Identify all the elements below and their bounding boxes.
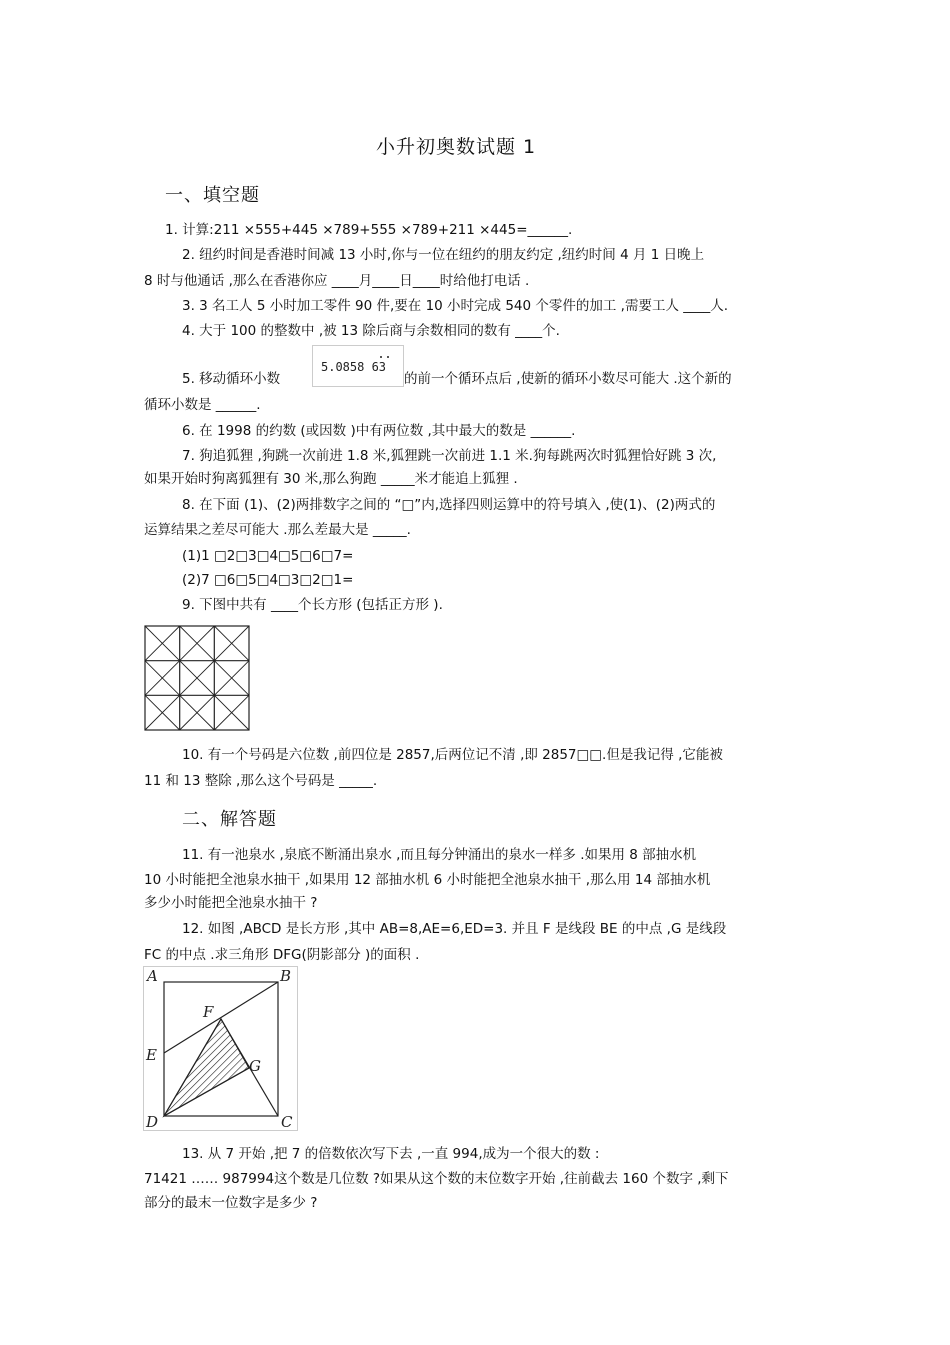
question-13-line-3: 部分的最末一位数字是多少 ? [144,1195,318,1211]
question-12-line-2: FC 的中点 .求三角形 DFG(阴影部分 )的面积 . [144,947,420,963]
question-7-line-1: 7. 狗追狐狸 ,狗跳一次前进 1.8 米,狐狸跳一次前进 1.1 米.狗每跳两次时狐狸恰好跳 3 次, [182,448,717,464]
question-11-line-3: 多少小时能把全池泉水抽干 ? [144,895,318,911]
section-answer-heading: 二、解答题 [182,809,277,830]
section-fill-heading: 一、填空题 [165,185,260,206]
question-11-line-1: 11. 有一池泉水 ,泉底不断涌出泉水 ,而且每分钟涌出的泉水一样多 .如果用 8 部抽水机 [182,847,697,863]
question-5-prefix: 5. 移动循环小数 [182,371,281,387]
label-A: A [147,967,158,985]
label-G: G [249,1057,261,1075]
question-8-line-1: 8. 在下面 (1)、(2)两排数字之间的 “□”内,选择四则运算中的符号填入 ,使(1)、(2)两式的 [182,497,716,513]
page-title: 小升初奥数试题 1 [376,136,537,158]
question-11-line-2: 10 小时能把全池泉水抽干 ,如果用 12 部抽水机 6 小时能把全池泉水抽干 ,那么用 14 部抽水机 [144,872,711,888]
label-B: B [280,967,292,985]
question-10-line-2: 11 和 13 整除 ,那么这个号码是 _____. [144,773,378,789]
question-13-line-1: 13. 从 7 开始 ,把 7 的倍数依次写下去 ,一直 994,成为一个很大的数 : [182,1146,600,1162]
question-1: 1. 计算:211 ×555+445 ×789+555 ×789+211 ×445=______. [165,222,573,238]
rectangle-grid-figure [144,625,250,731]
question-12-line-1: 12. 如图 ,ABCD 是长方形 ,其中 AB=8,AE=6,ED=3. 并且 F 是线段 BE 的中点 ,G 是线段 [182,921,727,937]
question-9: 9. 下图中共有 ____个长方形 (包括正方形 ). [182,597,443,613]
rectangle-abcd-figure [143,966,299,1132]
question-8-row-2: (2)7 □6□5□4□3□2□1= [182,572,354,588]
question-2-line-1: 2. 纽约时间是香港时间减 13 小时,你与一位在纽约的朋友约定 ,纽约时间 4 月 1 日晚上 [182,247,705,263]
repeat-dot-2 [387,356,389,358]
question-13-line-2: 71421 …… 987994这个数是几位数 ?如果从这个数的末位数字开始 ,往前截去 160 个数字 ,剩下 [144,1171,729,1187]
question-4: 4. 大于 100 的整数中 ,被 13 除后商与余数相同的数有 ____个. [182,323,560,339]
question-8-row-1: (1)1 □2□3□4□5□6□7= [182,548,354,564]
repeating-decimal-value: 5.0858 63 [321,360,387,374]
question-3: 3. 3 名工人 5 小时加工零件 90 件,要在 10 小时完成 540 个零件的加工 ,需要工人 ____人. [182,298,729,314]
repeating-decimal-figure [312,345,404,387]
label-E: E [146,1046,157,1064]
question-8-line-2: 运算结果之差尽可能大 .那么差最大是 _____. [144,522,411,538]
repeat-dot-1 [380,356,382,358]
label-D: D [146,1113,159,1131]
question-5-line-2: 循环小数是 ______. [144,397,261,413]
question-6: 6. 在 1998 的约数 (或因数 )中有两位数 ,其中最大的数是 ______. [182,423,576,439]
question-5-suffix: 的前一个循环点后 ,使新的循环小数尽可能大 .这个新的 [404,371,732,387]
label-F: F [203,1003,214,1021]
label-C: C [281,1113,293,1131]
question-7-line-2: 如果开始时狗离狐狸有 30 米,那么狗跑 _____米才能追上狐狸 . [144,471,518,487]
question-10-line-1: 10. 有一个号码是六位数 ,前四位是 2857,后两位记不清 ,即 2857□□.但是我记得 ,它能被 [182,747,723,763]
question-2-line-2: 8 时与他通话 ,那么在香港你应 ____月____日____时给他打电话 . [144,273,530,289]
